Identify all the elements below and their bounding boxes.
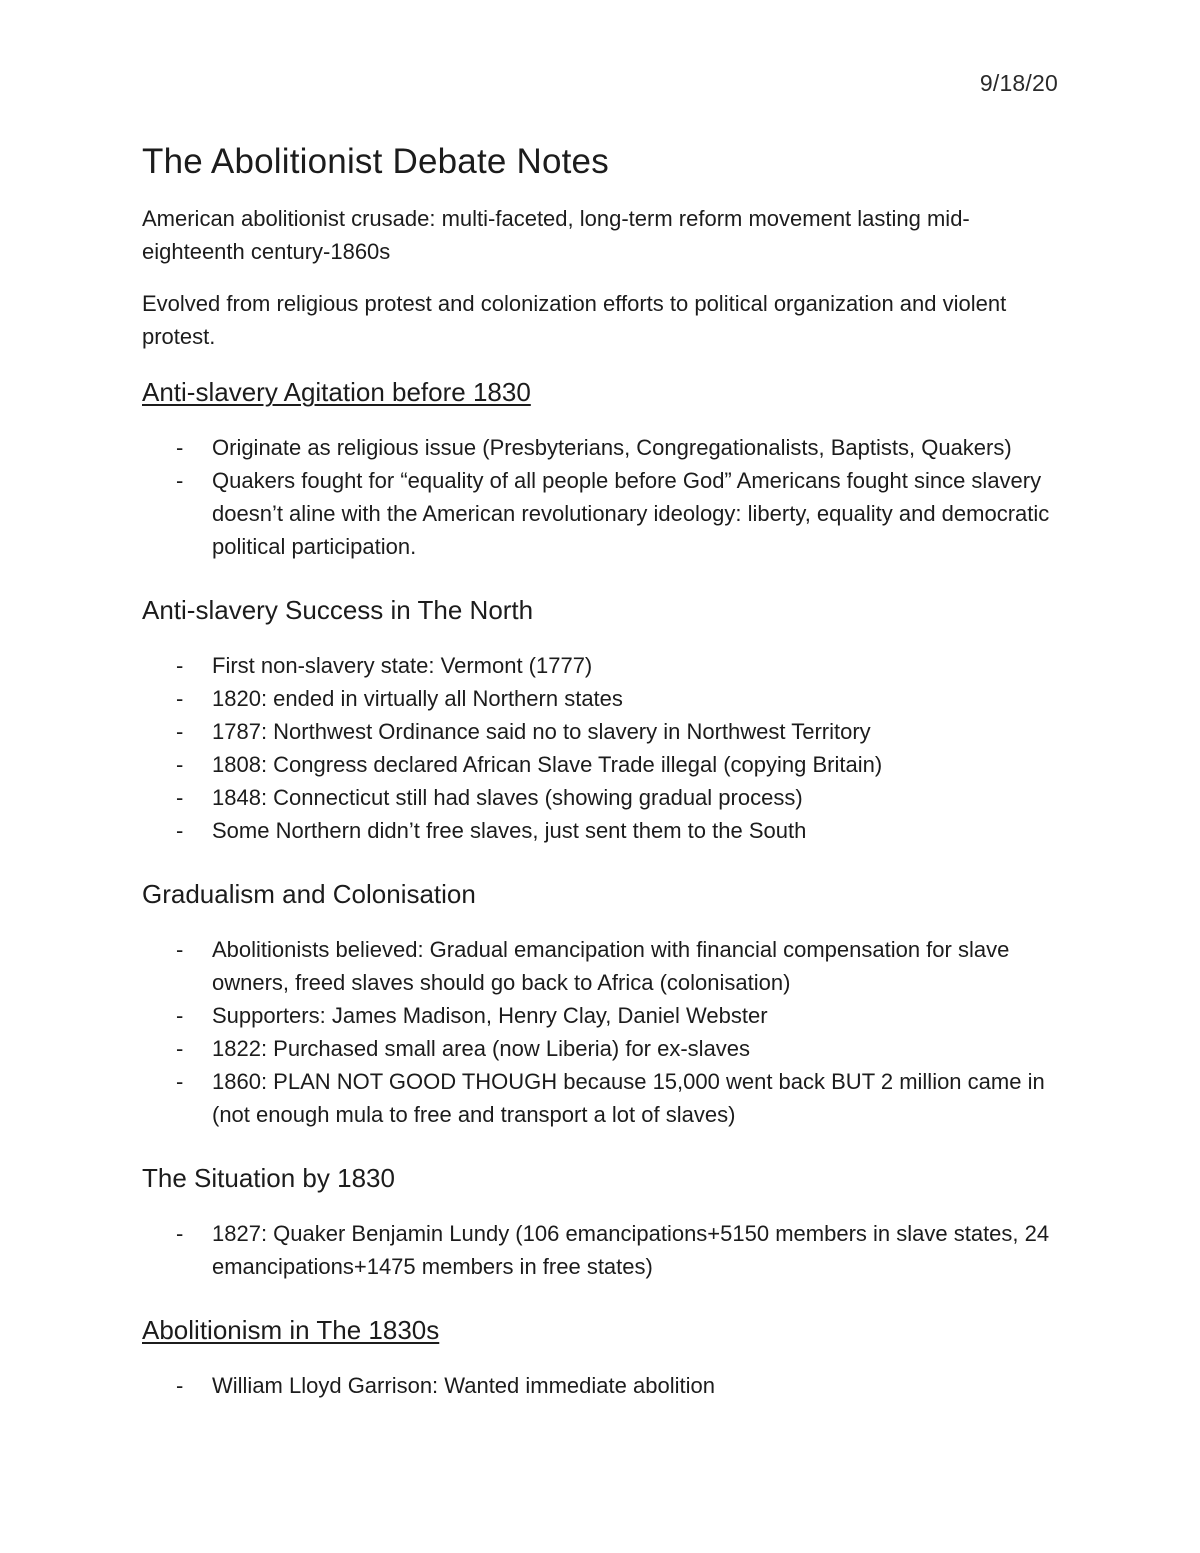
- list-item-text: Supporters: James Madison, Henry Clay, Daniel Webster: [212, 1003, 768, 1028]
- list-item-text: 1820: ended in virtually all Northern states: [212, 686, 623, 711]
- section-list-gradualism-colonisation: [142, 933, 1062, 1131]
- section-heading-gradualism-colonisation: [142, 877, 1062, 911]
- bullet-marker: -: [176, 1221, 184, 1246]
- list-item: [142, 464, 1062, 563]
- section-heading-text: Gradualism and Colonisation: [142, 879, 476, 909]
- list-item: [142, 814, 1062, 847]
- bullet-marker: -: [176, 686, 184, 711]
- section-heading-text: Abolitionism in The 1830s: [142, 1315, 440, 1345]
- section-heading-text: Anti-slavery Agitation before 1830: [142, 377, 531, 407]
- list-item: [142, 682, 1062, 715]
- page-title: The Abolitionist Debate Notes: [142, 142, 609, 181]
- list-item: [142, 1369, 1062, 1402]
- list-item: [142, 1217, 1062, 1283]
- section-heading-text: Anti-slavery Success in The North: [142, 595, 534, 625]
- bullet-marker: -: [176, 653, 184, 678]
- intro-paragraph-2: Evolved from religious protest and colonization efforts to political organization and violent protest.: [142, 291, 1007, 349]
- list-item: [142, 933, 1062, 999]
- bullet-marker: -: [176, 1373, 184, 1398]
- bullet-marker: -: [176, 818, 184, 843]
- list-item: [142, 1032, 1062, 1065]
- list-item: [142, 649, 1062, 682]
- section-list-agitation-before-1830: [142, 431, 1062, 563]
- section-list-success-in-north: [142, 649, 1062, 847]
- bullet-marker: -: [176, 785, 184, 810]
- list-item-text: Quakers fought for “equality of all people before God” Americans fought since slavery doesn’t aline with the American revolutionary ideology: liberty, equality and democratic political participation.: [212, 468, 1050, 559]
- document-date: 9/18/20: [979, 70, 1058, 96]
- bullet-marker: -: [176, 1036, 184, 1061]
- list-item-text: 1827: Quaker Benjamin Lundy (106 emancipations+5150 members in slave states, 24 emancipations+1475 members in free states): [212, 1221, 1050, 1279]
- list-item: [142, 1065, 1062, 1131]
- bullet-marker: -: [176, 719, 184, 744]
- bullet-marker: -: [176, 1069, 184, 1094]
- section-heading-agitation-before-1830: [142, 375, 1062, 409]
- list-item-text: 1848: Connecticut still had slaves (showing gradual process): [212, 785, 803, 810]
- section-heading-text: The Situation by 1830: [142, 1163, 395, 1193]
- list-item: [142, 715, 1062, 748]
- bullet-marker: -: [176, 1003, 184, 1028]
- section-heading-situation-by-1830: [142, 1161, 1062, 1195]
- list-item: [142, 781, 1062, 814]
- list-item-text: Some Northern didn’t free slaves, just sent them to the South: [212, 818, 807, 843]
- intro-paragraph-1: American abolitionist crusade: multi-faceted, long-term reform movement lasting mid-eighteenth century-1860s: [142, 206, 970, 264]
- section-list-abolitionism-1830s: [142, 1369, 1062, 1402]
- list-item-text: Originate as religious issue (Presbyterians, Congregationalists, Baptists, Quakers): [212, 435, 1012, 460]
- list-item-text: 1822: Purchased small area (now Liberia) for ex-slaves: [212, 1036, 751, 1061]
- section-heading-abolitionism-1830s: [142, 1313, 1062, 1347]
- list-item-text: 1808: Congress declared African Slave Trade illegal (copying Britain): [212, 752, 883, 777]
- list-item-text: 1787: Northwest Ordinance said no to slavery in Northwest Territory: [212, 719, 871, 744]
- section-heading-success-in-north: [142, 593, 1062, 627]
- section-list-situation-by-1830: [142, 1217, 1062, 1283]
- list-item: [142, 748, 1062, 781]
- list-item-text: Abolitionists believed: Gradual emancipation with financial compensation for slave owners, freed slaves should go back to Africa (colonisation): [212, 937, 1010, 995]
- bullet-marker: -: [176, 468, 184, 493]
- list-item: [142, 999, 1062, 1032]
- bullet-marker: -: [176, 937, 184, 962]
- bullet-marker: -: [176, 752, 184, 777]
- list-item-text: First non-slavery state: Vermont (1777): [212, 653, 593, 678]
- list-item: [142, 431, 1062, 464]
- document-content: [142, 140, 1062, 1402]
- bullet-marker: -: [176, 435, 184, 460]
- list-item-text: William Lloyd Garrison: Wanted immediate abolition: [212, 1373, 715, 1398]
- list-item-text: 1860: PLAN NOT GOOD THOUGH because 15,000 went back BUT 2 million came in (not enough mula to free and transport a lot of slaves): [212, 1069, 1045, 1127]
